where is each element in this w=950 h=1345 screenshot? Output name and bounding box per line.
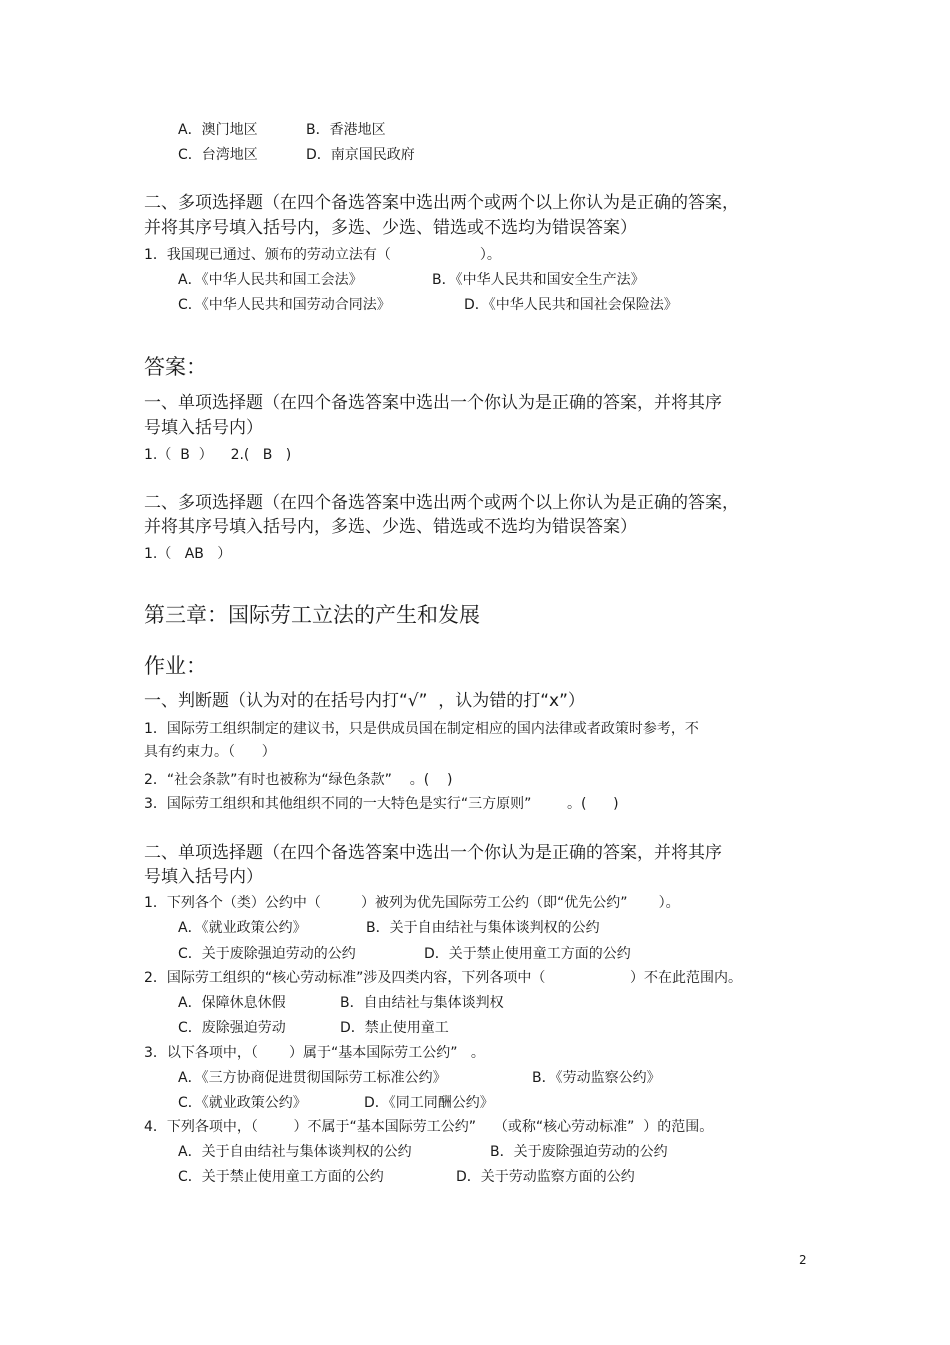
answers-multi-values: 1.（ AB ） [144,546,232,562]
answers-multi-heading-line1: 二、多项选择题（在四个备选答案中选出两个或两个以上你认为是正确的答案， [144,493,739,513]
q3-option-c: C．《就业政策公约》 [178,1095,307,1111]
q3-option-d: D．《同工同酬公约》 [364,1095,494,1111]
option-a: A．澳门地区 [178,122,258,138]
answers-title: 答案： [144,355,207,379]
q4-option-c: C．关于禁止使用童工方面的公约 [178,1169,384,1185]
multi-option-d: D．《中华人民共和国社会保险法》 [464,297,678,313]
multi-option-b: B．《中华人民共和国安全生产法》 [432,272,645,288]
single-question-1: 1．下列各个（类）公约中（ ）被列为优先国际劳工公约（即“优先公约” ）。 [144,895,680,911]
option-c: C．台湾地区 [178,147,258,163]
single-question-4: 4．下列各项中，（ ）不属于“基本国际劳工公约” （或称“核心劳动标准” ）的范围。 [144,1119,714,1135]
single-question-3: 3．以下各项中，（ ）属于“基本国际劳工公约” 。 [144,1045,485,1061]
judge-question-2: 2．“社会条款”有时也被称为“绿色条款” 。( ) [144,772,453,788]
q2-option-d: D．禁止使用童工 [340,1020,449,1036]
multi-question-1: 1．我国现已通过、颁布的劳动立法有（ ）。 [144,247,501,263]
q3-option-b: B．《劳动监察公约》 [532,1070,661,1086]
single-heading-line2: 号填入括号内） [144,867,263,887]
q1-option-a: A．《就业政策公约》 [178,920,307,936]
multi-heading-line1: 二、多项选择题（在四个备选答案中选出两个或两个以上你认为是正确的答案， [144,193,739,213]
judge-heading: 一、判断题（认为对的在括号内打“√” ，认为错的打“x”） [144,691,585,711]
q4-option-d: D．关于劳动监察方面的公约 [456,1169,635,1185]
homework-title: 作业： [144,654,207,678]
answers-single-values: 1.（ B ） 2.( B ) [144,447,292,463]
q4-option-a: A．关于自由结社与集体谈判权的公约 [178,1144,412,1160]
judge-question-1-line2: 具有约束力。（ ） [144,744,276,760]
answers-single-heading-line1: 一、单项选择题（在四个备选答案中选出一个你认为是正确的答案，并将其序 [144,393,722,413]
q2-option-c: C．废除强迫劳动 [178,1020,286,1036]
single-question-2: 2．国际劳工组织的“核心劳动标准”涉及四类内容，下列各项中（ ）不在此范围内。 [144,970,742,986]
judge-question-1-line1: 1．国际劳工组织制定的建议书，只是供成员国在制定相应的国内法律或者政策时参考，不 [144,721,699,737]
multi-heading-line2: 并将其序号填入括号内，多选、少选、错选或不选均为错误答案） [144,218,637,238]
answers-single-heading-line2: 号填入括号内） [144,418,263,438]
page-number: 2 [799,1253,807,1267]
option-b: B．香港地区 [306,122,386,138]
answers-multi-heading-line2: 并将其序号填入括号内，多选、少选、错选或不选均为错误答案） [144,517,637,537]
q1-option-b: B．关于自由结社与集体谈判权的公约 [366,920,600,936]
judge-question-3: 3．国际劳工组织和其他组织不同的一大特色是实行“三方原则” 。( ) [144,796,619,812]
q2-option-b: B．自由结社与集体谈判权 [340,995,504,1011]
q3-option-a: A．《三方协商促进贯彻国际劳工标准公约》 [178,1070,447,1086]
q1-option-d: D．关于禁止使用童工方面的公约 [424,946,631,962]
single-heading-line1: 二、单项选择题（在四个备选答案中选出一个你认为是正确的答案，并将其序 [144,843,722,863]
chapter-title: 第三章：国际劳工立法的产生和发展 [144,603,480,627]
multi-option-a: A．《中华人民共和国工会法》 [178,272,363,288]
multi-option-c: C．《中华人民共和国劳动合同法》 [178,297,391,313]
q2-option-a: A．保障休息休假 [178,995,286,1011]
q4-option-b: B．关于废除强迫劳动的公约 [490,1144,668,1160]
q1-option-c: C．关于废除强迫劳动的公约 [178,946,356,962]
option-d: D．南京国民政府 [306,147,415,163]
